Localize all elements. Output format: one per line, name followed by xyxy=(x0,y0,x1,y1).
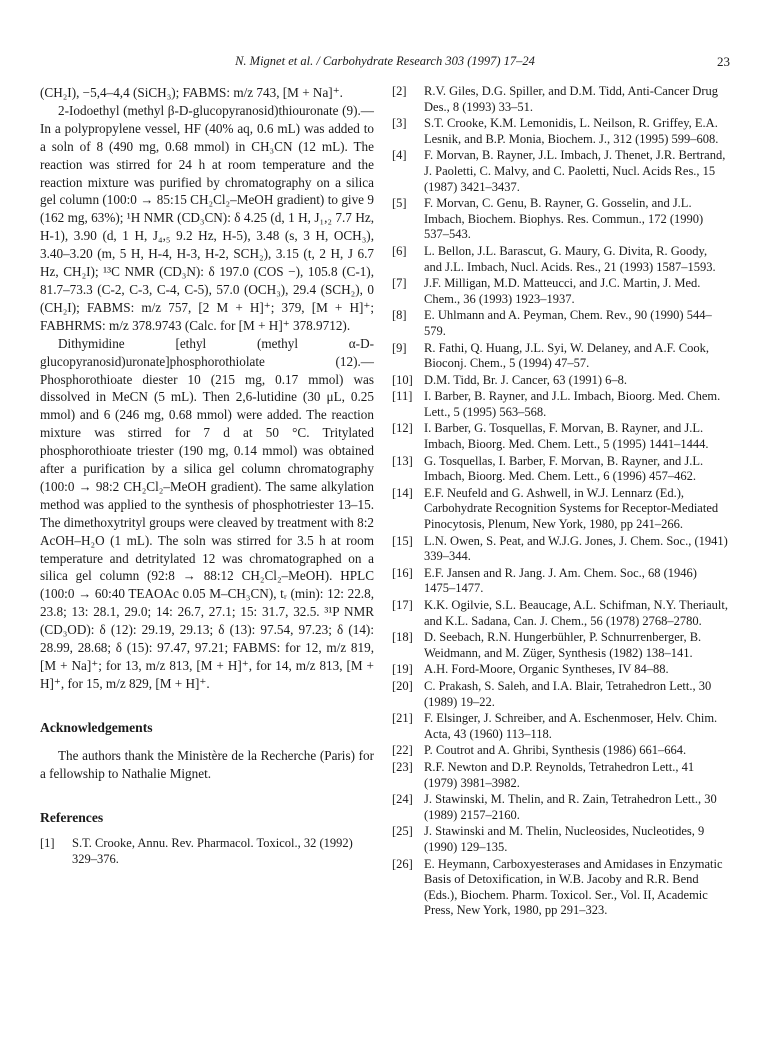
reference-item xyxy=(392,679,728,710)
reference-number: [18] xyxy=(392,630,413,645)
reference-item xyxy=(392,760,728,791)
reference-number: [15] xyxy=(392,533,413,548)
reference-item xyxy=(392,84,728,115)
references-heading: References xyxy=(40,809,104,825)
reference-number: [2] xyxy=(392,84,407,98)
reference-text: J. Stawinski, M. Thelin, and R. Zain, Tetrahedron Lett., 30 (1989) 2157–2160. xyxy=(424,792,717,822)
reference-number: [8] xyxy=(392,308,407,323)
reference-text: P. Coutrot and A. Ghribi, Synthesis (1986) 661–664. xyxy=(424,743,687,758)
reference-text: L. Bellon, J.L. Barascut, G. Maury, G. Divita, R. Goody, and J.L. Imbach, Nucl. Acids. Res., 21 (1993) 1587–1593. xyxy=(424,243,716,274)
reference-list-right xyxy=(392,84,728,919)
reference-item xyxy=(392,486,728,533)
reference-number: [6] xyxy=(392,243,407,258)
acknowledgements-text: The authors thank the Ministère de la Recherche (Paris) for a fellowship to Nathalie Mignet. xyxy=(40,747,374,781)
reference-text: D. Seebach, R.N. Hungerbühler, P. Schnurrenberger, B. Weidmann, and M. Züger, Synthesis (1982) 138–141. xyxy=(424,630,702,660)
reference-text: F. Elsinger, J. Schreiber, and A. Eschenmoser, Helv. Chim. Acta, 43 (1960) 113–118. xyxy=(424,711,718,741)
reference-text: F. Morvan, B. Rayner, J.L. Imbach, J. Thenet, J.R. Bertrand, J. Paoletti, C. Malvy, and C. Paoletti, Nucl. Acids Res., 15 (1987) 3421–3437. xyxy=(424,148,726,194)
body-paragraph: 2-Iodoethyl (methyl β-D-glucopyranosid)thiouronate (9).—In a polypropylene vessel, HF (40% aq, 0.6 mL) was added to a soln of 8 (490 mg, 0.68 mmol) in CH₃CN (12 mL). The reaction was stirred for 24 h at room temperature and the reaction mixture was purified by chromatography on a silica gel column (100:0 → 85:15 CH₂Cl₂–MeOH gradient) to give 9 (162 mg, 63%); ¹H NMR (CD₃CN): δ 4.25 (d, 1 H, J₁,₂ 7.7 Hz, H-1), 3.90 (d, 1 H, J₄,₅ 9.2 Hz, H-5), 3.48 (s, 3 H, OCH₃), 3.40–3.20 (m, 5 H, H-4, H-3, H-2, SCH₂), 3.15 (t, 2 H, J 6.7 Hz, CH₂I); ¹³C NMR (CD₃N): δ 197.0 (COS −), 105.8 (C-1), 81.7–73.3 (C-2, C-3, C-4, C-5), 57.0 (OCH₃), 29.4 (SCH₂), 0 (CH₂I); FABMS: m/z 757, [2 M + H]⁺; 379, [M + H]⁺; FABHRMS: m/z 378.9743 (Calc. for [M + H]⁺ 378.9712). xyxy=(40,102,374,333)
reference-text: A.H. Ford-Moore, Organic Syntheses, IV 84–88. xyxy=(424,662,669,677)
reference-number: [16] xyxy=(392,565,413,580)
right-column xyxy=(392,84,728,920)
reference-number: [25] xyxy=(392,824,413,839)
reference-item xyxy=(392,857,728,919)
reference-item xyxy=(392,711,728,742)
reference-number: [1] xyxy=(40,836,55,851)
reference-text: I. Barber, B. Rayner, and J.L. Imbach, Bioorg. Med. Chem. Lett., 5 (1995) 563–568. xyxy=(424,389,721,419)
running-head: N. Mignet et al. / Carbohydrate Research 303 (1997) 17–24 xyxy=(235,54,535,68)
reference-text: E.F. Jansen and R. Jang. J. Am. Chem. Soc., 68 (1946) 1475–1477. xyxy=(424,565,697,596)
reference-text: E. Heymann, Carboxyesterases and Amidases in Enzymatic Basis of Detoxification, in W.B. Jacoby and R.R. Bend (Eds.), Biochem. Pharm. Toxicol. Ser., Vol. II, Academic Press, New York, 1980, pp 291–323. xyxy=(424,856,723,918)
reference-item xyxy=(392,824,728,855)
reference-item xyxy=(392,276,728,307)
body-paragraph: (CH₂I), −5,4–4,4 (SiCH₃); FABMS: m/z 743, [M + Na]⁺. xyxy=(40,85,343,100)
reference-text: S.T. Crooke, K.M. Lemonidis, L. Neilson, R. Griffey, E.A. Lesnik, and B.P. Monia, Biochem. J., 312 (1995) 599–608. xyxy=(424,116,719,146)
reference-text: R.V. Giles, D.G. Spiller, and D.M. Tidd, Anti-Cancer Drug Des., 8 (1993) 33–51. xyxy=(424,84,719,114)
reference-item xyxy=(40,836,374,867)
reference-text: I. Barber, G. Tosquellas, F. Morvan, B. Rayner, and J.L. Imbach, Bioorg. Med. Chem. Lett., 5 (1995) 1441–1444. xyxy=(424,421,709,452)
reference-number: [23] xyxy=(392,759,413,774)
reference-text: G. Tosquellas, I. Barber, F. Morvan, B. Rayner, and J.L. Imbach, Bioorg. Med. Chem. Lett., 6 (1996) 457–462. xyxy=(424,453,704,484)
reference-item xyxy=(392,566,728,597)
acknowledgements-heading: Acknowledgements xyxy=(40,719,153,735)
reference-item xyxy=(392,148,728,195)
reference-number: [13] xyxy=(392,453,413,468)
reference-item xyxy=(392,743,728,759)
reference-number: [10] xyxy=(392,372,413,387)
reference-item xyxy=(392,630,728,661)
reference-text: E. Uhlmann and A. Peyman, Chem. Rev., 90 (1990) 544–579. xyxy=(424,308,712,338)
reference-number: [22] xyxy=(392,743,413,758)
reference-text: L.N. Owen, S. Peat, and W.J.G. Jones, J. Chem. Soc., (1941) 339–344. xyxy=(424,533,728,564)
reference-item xyxy=(392,389,728,420)
reference-item xyxy=(392,244,728,275)
reference-number: [21] xyxy=(392,711,413,726)
reference-item xyxy=(392,421,728,452)
reference-item xyxy=(392,534,728,565)
page-header xyxy=(40,54,730,72)
reference-item xyxy=(392,662,728,678)
reference-number: [24] xyxy=(392,792,413,807)
body-paragraph: Dithymidine [ethyl (methyl α-D-glucopyranosid)uronate]phosphorothiolate (12).—Phosphorothioate diester 10 (215 mg, 0.17 mmol) was dissolved in MeCN (5 mL). Then 2,6-lutidine (30 μL, 0.25 mmol) and 6 (246 mg, 0.68 mmol) were added. The reaction mixture was stirred for 7 d at 50 °C. Tritylated phosphorothioate triester (190 mg, 0.14 mmol) was obtained after a purification by a silica gel column chromatography (100:0 → 98:2 CH₂Cl₂–MeOH gradient). The same alkylation method was applied to the synthesis of phosphotriester 13–15. The dimethoxytrityl groups were cleaved by treatment with 8:2 AcOH–H₂O (1 mL). The soln was stirred for 3.5 h at room temperature and detritylated 12 was chromatographed on a silica gel column (92:8 → 88:12 CH₂Cl₂–MeOH). HPLC (100:0 → 60:40 TEAOAc 0.05 M–CH₃CN), tᵣ (min): 12: 22.8, 23.8; 13: 28.1, 29.0; 14: 26.7, 27.1; 15: 31.7, 32.5. ³¹P NMR (CD₃OD): δ (12): 29.19, 29.13; δ (13): 97.54, 97.23; δ (14): 28.99, 28.68; δ (15): 97.47, 97.21; FABMS: for 12, m/z 819, [M + Na]⁺; for 13, m/z 813, [M + H]⁺, for 14, m/z 813, [M + H]⁺, for 15, m/z 829, [M + H]⁺. xyxy=(40,335,374,691)
reference-list-left xyxy=(40,836,374,867)
reference-text: R. Fathi, Q. Huang, J.L. Syi, W. Delaney, and A.F. Cook, Bioconj. Chem., 5 (1994) 47–57. xyxy=(424,340,709,371)
reference-number: [4] xyxy=(392,148,407,163)
reference-item xyxy=(392,196,728,243)
reference-number: [14] xyxy=(392,485,413,500)
reference-item xyxy=(392,598,728,629)
reference-text: C. Prakash, S. Saleh, and I.A. Blair, Tetrahedron Lett., 30 (1989) 19–22. xyxy=(424,678,712,709)
reference-text: F. Morvan, C. Genu, B. Rayner, G. Gosselin, and J.L. Imbach, Biochem. Biophys. Res. Commun., 172 (1990) 537–543. xyxy=(424,196,704,242)
reference-item xyxy=(392,341,728,372)
reference-text: S.T. Crooke, Annu. Rev. Pharmacol. Toxicol., 32 (1992) 329–376. xyxy=(72,836,353,867)
reference-item xyxy=(392,792,728,823)
reference-number: [9] xyxy=(392,340,407,355)
reference-item xyxy=(392,454,728,485)
left-column xyxy=(40,84,374,869)
reference-text: E.F. Neufeld and G. Ashwell, in W.J. Lennarz (Ed.), Carbohydrate Recognition Systems for Receptor-Mediated Pinocytosis, Plenum, New York, 1980, pp 241–266. xyxy=(424,485,719,532)
reference-text: D.M. Tidd, Br. J. Cancer, 63 (1991) 6–8. xyxy=(424,372,627,387)
reference-text: J.F. Milligan, M.D. Matteucci, and J.C. Martin, J. Med. Chem., 36 (1993) 1923–1937. xyxy=(424,276,701,306)
reference-number: [17] xyxy=(392,598,413,612)
reference-number: [7] xyxy=(392,276,407,291)
reference-number: [20] xyxy=(392,678,413,693)
reference-text: R.F. Newton and D.P. Reynolds, Tetrahedron Lett., 41 (1979) 3981–3982. xyxy=(424,759,695,790)
reference-number: [26] xyxy=(392,856,413,871)
reference-number: [11] xyxy=(392,389,413,404)
reference-text: K.K. Ogilvie, S.L. Beaucage, A.L. Schifman, N.Y. Theriault, and K.L. Sadana, Can. J. Chem., 56 (1978) 2768–2780. xyxy=(424,598,728,628)
reference-number: [12] xyxy=(392,421,413,436)
reference-text: J. Stawinski and M. Thelin, Nucleosides, Nucleotides, 9 (1990) 129–135. xyxy=(424,824,705,854)
reference-number: [3] xyxy=(392,116,407,131)
reference-item xyxy=(392,308,728,339)
reference-number: [5] xyxy=(392,196,407,211)
reference-item xyxy=(392,116,728,147)
page-number: 23 xyxy=(717,54,730,69)
reference-number: [19] xyxy=(392,662,413,677)
reference-item xyxy=(392,373,728,389)
